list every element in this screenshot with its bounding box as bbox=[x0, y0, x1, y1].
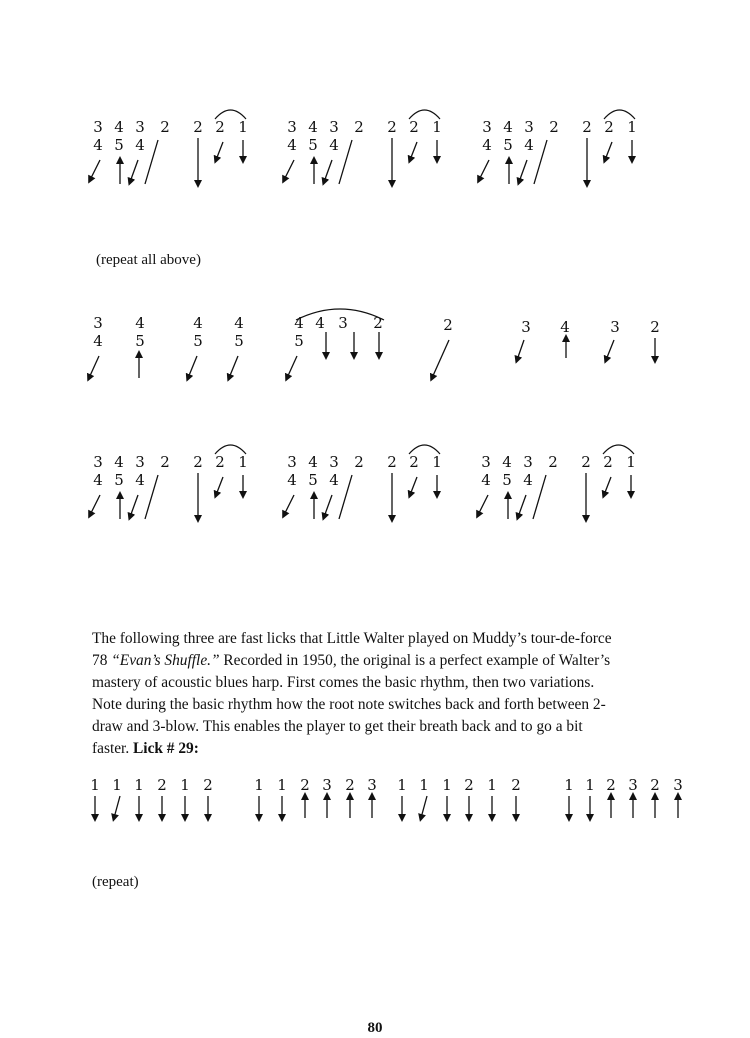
hole-number: 2 bbox=[354, 118, 364, 136]
hole-number: 3 bbox=[367, 776, 377, 794]
hole-number: 1 bbox=[487, 776, 497, 794]
slant-arrow bbox=[188, 356, 197, 378]
song-title: “Evan’s Shuffle.” bbox=[111, 652, 220, 669]
hole-number: 1 bbox=[627, 118, 637, 136]
hole-number: 4 bbox=[93, 136, 103, 154]
hole-number: 3 bbox=[481, 453, 491, 471]
slur-arc bbox=[215, 110, 246, 119]
hole-number: 4 bbox=[114, 118, 124, 136]
hole-number: 5 bbox=[114, 136, 124, 154]
hole-number: 2 bbox=[160, 118, 170, 136]
hole-number: 2 bbox=[443, 316, 453, 334]
hole-number: 2 bbox=[549, 118, 559, 136]
slant-arrow bbox=[421, 796, 427, 818]
hole-number: 4 bbox=[135, 136, 145, 154]
hole-number: 2 bbox=[193, 453, 203, 471]
hole-number: 1 bbox=[112, 776, 122, 794]
hole-number: 5 bbox=[234, 332, 244, 350]
hole-number: 2 bbox=[203, 776, 213, 794]
slur-arc bbox=[409, 445, 440, 454]
para-line-2-post: Recorded in 1950, the original is a perfect example of Walter’s bbox=[219, 652, 611, 669]
hole-number: 4 bbox=[315, 314, 325, 332]
hole-number: 4 bbox=[294, 314, 304, 332]
slant-line bbox=[339, 140, 352, 184]
hole-number: 4 bbox=[503, 118, 513, 136]
slant-line bbox=[145, 140, 158, 184]
hole-number: 3 bbox=[287, 453, 297, 471]
hole-number: 2 bbox=[409, 118, 419, 136]
hole-number: 4 bbox=[560, 318, 570, 336]
slant-arrow bbox=[479, 160, 489, 180]
slant-arrow bbox=[89, 356, 99, 378]
slant-arrow bbox=[229, 356, 238, 378]
hole-number: 4 bbox=[193, 314, 203, 332]
hole-number: 2 bbox=[548, 453, 558, 471]
hole-number: 3 bbox=[135, 453, 145, 471]
hole-number: 2 bbox=[604, 118, 614, 136]
hole-number: 3 bbox=[338, 314, 348, 332]
hole-number: 1 bbox=[432, 118, 442, 136]
hole-number: 2 bbox=[345, 776, 355, 794]
hole-number: 2 bbox=[650, 776, 660, 794]
para-line-6-pre: faster. bbox=[92, 740, 134, 757]
hole-number: 5 bbox=[308, 471, 318, 489]
slant-arrow bbox=[114, 796, 120, 818]
hole-number: 3 bbox=[93, 118, 103, 136]
hole-number: 5 bbox=[135, 332, 145, 350]
hole-number: 4 bbox=[287, 136, 297, 154]
hole-number: 1 bbox=[442, 776, 452, 794]
slant-line bbox=[145, 475, 158, 519]
hole-number: 3 bbox=[93, 453, 103, 471]
hole-number: 1 bbox=[626, 453, 636, 471]
hole-number: 2 bbox=[409, 453, 419, 471]
hole-number: 2 bbox=[387, 453, 397, 471]
slant-arrow bbox=[130, 495, 138, 517]
hole-number: 4 bbox=[114, 453, 124, 471]
hole-number: 1 bbox=[277, 776, 287, 794]
hole-number: 5 bbox=[193, 332, 203, 350]
hole-number: 2 bbox=[603, 453, 613, 471]
hole-number: 1 bbox=[397, 776, 407, 794]
hole-number: 2 bbox=[193, 118, 203, 136]
slur-arc bbox=[215, 445, 246, 454]
hole-number: 1 bbox=[432, 453, 442, 471]
hole-number: 2 bbox=[373, 314, 383, 332]
slant-arrow bbox=[90, 495, 100, 515]
hole-number: 1 bbox=[90, 776, 100, 794]
page-number: 80 bbox=[367, 1020, 383, 1036]
hole-number: 3 bbox=[93, 314, 103, 332]
hole-number: 5 bbox=[294, 332, 304, 350]
hole-number: 3 bbox=[482, 118, 492, 136]
hole-number: 4 bbox=[308, 118, 318, 136]
hole-number: 3 bbox=[610, 318, 620, 336]
slant-arrow bbox=[284, 160, 294, 180]
hole-number: 5 bbox=[308, 136, 318, 154]
hole-number: 3 bbox=[322, 776, 332, 794]
slur-arc bbox=[604, 110, 635, 119]
hole-number: 3 bbox=[287, 118, 297, 136]
slant-line bbox=[534, 140, 547, 184]
hole-number: 2 bbox=[215, 453, 225, 471]
slant-arrow bbox=[517, 340, 524, 360]
para-line-3: mastery of acoustic blues harp. First comes the basic rhythm, then two variations. bbox=[92, 674, 595, 691]
slur-arc bbox=[409, 110, 440, 119]
hole-number: 2 bbox=[606, 776, 616, 794]
hole-number: 4 bbox=[93, 332, 103, 350]
hole-number: 3 bbox=[673, 776, 683, 794]
hole-number: 1 bbox=[180, 776, 190, 794]
para-line-5: draw and 3-blow. This enables the player to get their breath back and to go a bit bbox=[92, 718, 583, 735]
slant-arrow bbox=[410, 477, 417, 495]
hole-number: 3 bbox=[329, 453, 339, 471]
slur-arc bbox=[296, 309, 384, 320]
hole-number: 4 bbox=[287, 471, 297, 489]
hole-number: 2 bbox=[650, 318, 660, 336]
lick-label: Lick # 29: bbox=[133, 740, 199, 757]
para-line-4: Note during the basic rhythm how the root note switches back and forth between 2- bbox=[92, 696, 606, 713]
para-line-2-pre: 78 bbox=[92, 652, 112, 669]
hole-number: 1 bbox=[238, 118, 248, 136]
hole-number: 1 bbox=[134, 776, 144, 794]
hole-number: 1 bbox=[585, 776, 595, 794]
hole-number: 4 bbox=[93, 471, 103, 489]
hole-number: 3 bbox=[524, 118, 534, 136]
slant-arrow bbox=[410, 142, 417, 160]
hole-number: 1 bbox=[419, 776, 429, 794]
repeat-all-above-label: (repeat all above) bbox=[96, 252, 201, 268]
slant-arrow bbox=[606, 340, 614, 360]
slant-arrow bbox=[90, 160, 100, 180]
slant-arrow bbox=[604, 477, 611, 495]
hole-number: 2 bbox=[300, 776, 310, 794]
repeat-label: (repeat) bbox=[92, 874, 139, 890]
hole-number: 4 bbox=[524, 136, 534, 154]
hole-number: 2 bbox=[511, 776, 521, 794]
hole-number: 2 bbox=[215, 118, 225, 136]
hole-number: 3 bbox=[329, 118, 339, 136]
hole-number: 2 bbox=[354, 453, 364, 471]
hole-number: 3 bbox=[628, 776, 638, 794]
slant-arrow bbox=[284, 495, 294, 515]
para-line-1: The following three are fast licks that Little Walter played on Muddy’s tour-de-force bbox=[92, 630, 612, 647]
hole-number: 4 bbox=[135, 471, 145, 489]
hole-number: 4 bbox=[234, 314, 244, 332]
slant-arrow bbox=[519, 160, 527, 182]
slur-arc bbox=[603, 445, 634, 454]
hole-number: 2 bbox=[157, 776, 167, 794]
hole-number: 1 bbox=[238, 453, 248, 471]
slant-arrow bbox=[216, 142, 223, 160]
hole-number: 2 bbox=[582, 118, 592, 136]
hole-number: 2 bbox=[160, 453, 170, 471]
hole-number: 4 bbox=[308, 453, 318, 471]
slant-line bbox=[533, 475, 546, 519]
hole-number: 4 bbox=[329, 136, 339, 154]
hole-number: 5 bbox=[503, 136, 513, 154]
slant-arrow bbox=[130, 160, 138, 182]
slant-arrow bbox=[518, 495, 526, 517]
hole-number: 4 bbox=[502, 453, 512, 471]
hole-number: 1 bbox=[254, 776, 264, 794]
slant-arrow bbox=[287, 356, 297, 378]
hole-number: 5 bbox=[502, 471, 512, 489]
hole-number: 4 bbox=[481, 471, 491, 489]
hole-number: 5 bbox=[114, 471, 124, 489]
slant-arrow bbox=[605, 142, 612, 160]
hole-number: 3 bbox=[523, 453, 533, 471]
hole-number: 1 bbox=[564, 776, 574, 794]
slant-line bbox=[339, 475, 352, 519]
slant-arrow bbox=[432, 340, 449, 378]
hole-number: 4 bbox=[523, 471, 533, 489]
slant-arrow bbox=[324, 495, 332, 517]
lick-description-paragraph bbox=[92, 628, 682, 760]
hole-number: 4 bbox=[329, 471, 339, 489]
hole-number: 3 bbox=[521, 318, 531, 336]
slant-arrow bbox=[216, 477, 223, 495]
hole-number: 3 bbox=[135, 118, 145, 136]
slant-arrow bbox=[324, 160, 332, 182]
hole-number: 2 bbox=[581, 453, 591, 471]
slant-arrow bbox=[478, 495, 488, 515]
hole-number: 2 bbox=[464, 776, 474, 794]
hole-number: 4 bbox=[482, 136, 492, 154]
hole-number: 4 bbox=[135, 314, 145, 332]
hole-number: 2 bbox=[387, 118, 397, 136]
